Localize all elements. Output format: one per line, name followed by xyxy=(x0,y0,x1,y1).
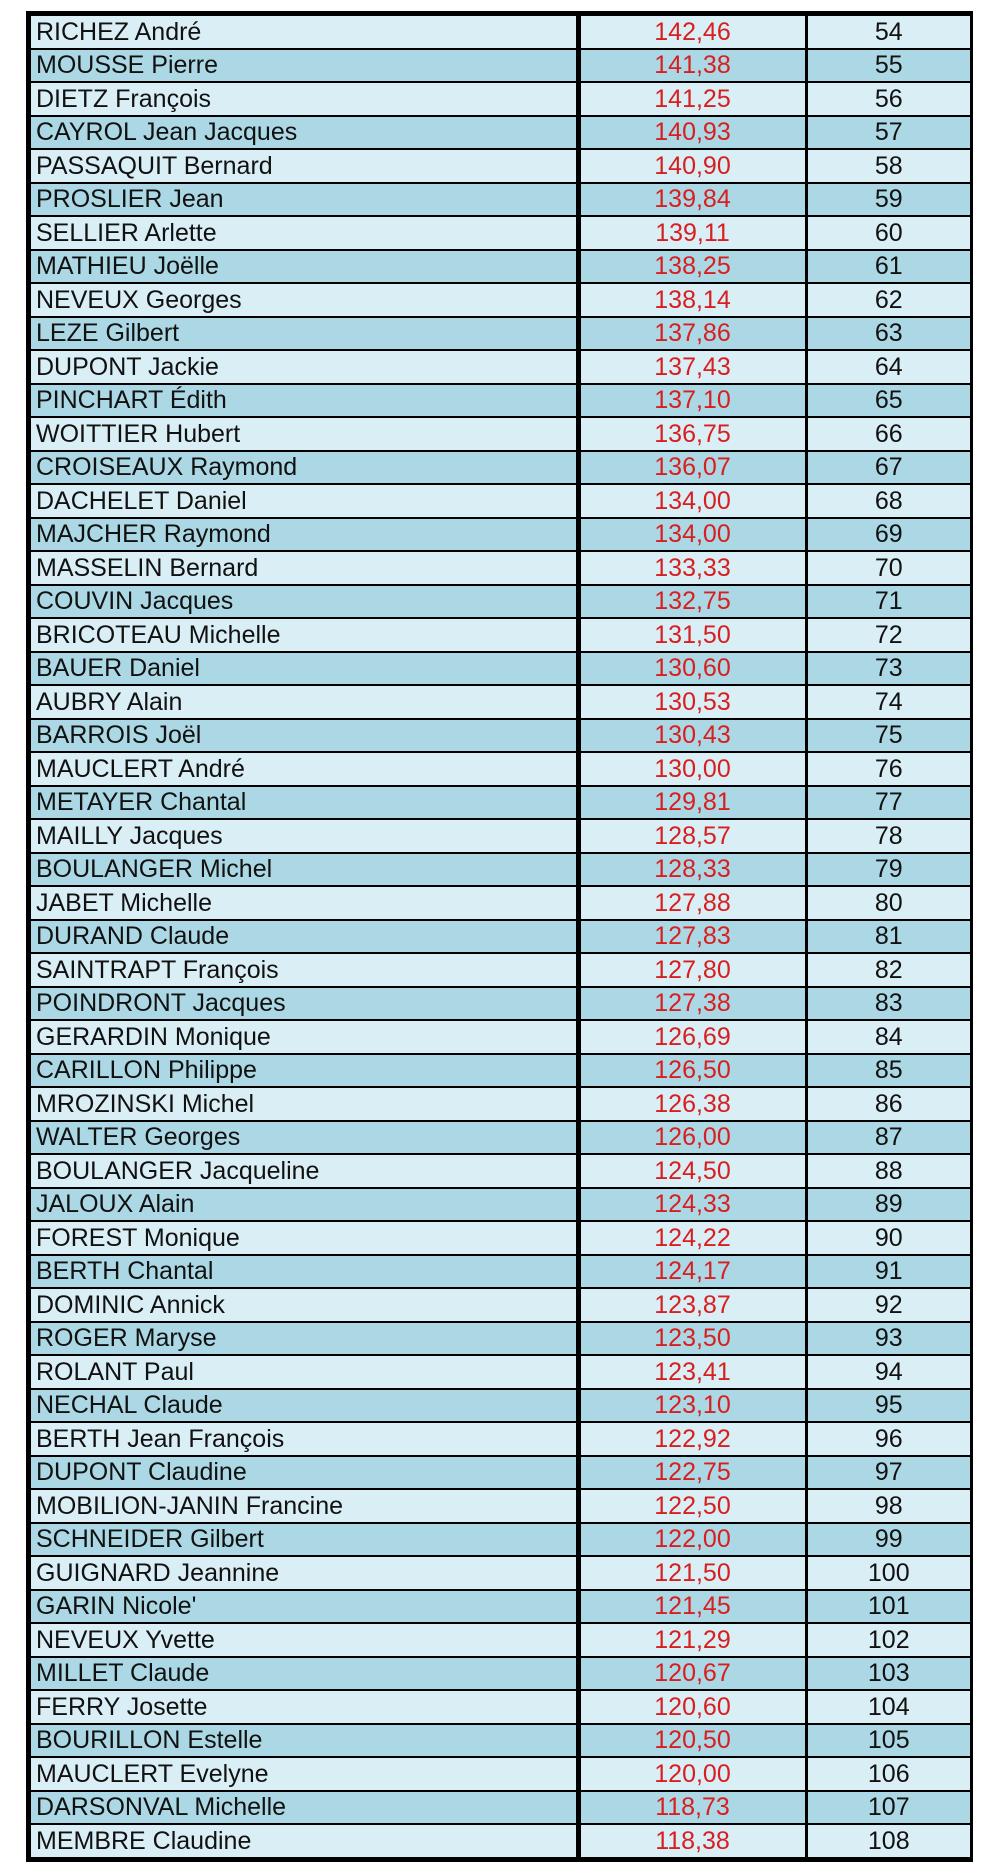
participant-score: 121,29 xyxy=(578,1623,806,1657)
participant-score: 133,33 xyxy=(578,551,806,585)
participant-score: 130,00 xyxy=(578,752,806,786)
participant-rank: 66 xyxy=(806,417,971,451)
participant-name: MOBILION-JANIN Francine xyxy=(30,1489,578,1523)
table-row xyxy=(30,518,971,552)
participant-name: BOULANGER Jacqueline xyxy=(30,1154,578,1188)
participant-score: 123,50 xyxy=(578,1322,806,1356)
participant-rank: 74 xyxy=(806,685,971,719)
table-row xyxy=(30,886,971,920)
participant-score: 134,00 xyxy=(578,484,806,518)
participant-score: 123,41 xyxy=(578,1355,806,1389)
participant-name: COUVIN Jacques xyxy=(30,585,578,619)
participant-rank: 90 xyxy=(806,1221,971,1255)
participant-score: 121,45 xyxy=(578,1590,806,1624)
participant-rank: 93 xyxy=(806,1322,971,1356)
table-row xyxy=(30,350,971,384)
participant-name: GUIGNARD Jeannine xyxy=(30,1556,578,1590)
participant-score: 121,50 xyxy=(578,1556,806,1590)
participant-score: 130,60 xyxy=(578,652,806,686)
participant-rank: 56 xyxy=(806,82,971,116)
table-row xyxy=(30,1154,971,1188)
participant-name: MATHIEU Joëlle xyxy=(30,250,578,284)
participant-rank: 57 xyxy=(806,116,971,150)
table-row xyxy=(30,1020,971,1054)
participant-name: BAUER Daniel xyxy=(30,652,578,686)
table-row xyxy=(30,987,971,1021)
participant-name: WALTER Georges xyxy=(30,1121,578,1155)
participant-rank: 76 xyxy=(806,752,971,786)
participant-name: CARILLON Philippe xyxy=(30,1054,578,1088)
participant-rank: 96 xyxy=(806,1422,971,1456)
table-row xyxy=(30,15,971,49)
participant-rank: 95 xyxy=(806,1389,971,1423)
participant-name: AUBRY Alain xyxy=(30,685,578,719)
participant-name: METAYER Chantal xyxy=(30,786,578,820)
participant-score: 123,10 xyxy=(578,1389,806,1423)
table-row xyxy=(30,1121,971,1155)
participant-score: 124,33 xyxy=(578,1188,806,1222)
table-row xyxy=(30,1791,971,1825)
table-row xyxy=(30,116,971,150)
table-row xyxy=(30,283,971,317)
table-row xyxy=(30,82,971,116)
table-row xyxy=(30,1054,971,1088)
participant-score: 120,00 xyxy=(578,1757,806,1791)
participant-name: POINDRONT Jacques xyxy=(30,987,578,1021)
participant-name: DACHELET Daniel xyxy=(30,484,578,518)
table-row xyxy=(30,1623,971,1657)
participant-rank: 88 xyxy=(806,1154,971,1188)
participant-name: ROLANT Paul xyxy=(30,1355,578,1389)
participant-rank: 62 xyxy=(806,283,971,317)
table-row xyxy=(30,819,971,853)
participant-rank: 83 xyxy=(806,987,971,1021)
participant-rank: 75 xyxy=(806,719,971,753)
participant-score: 126,38 xyxy=(578,1087,806,1121)
participant-name: MILLET Claude xyxy=(30,1657,578,1691)
table-row xyxy=(30,786,971,820)
participant-rank: 84 xyxy=(806,1020,971,1054)
table-row xyxy=(30,652,971,686)
participant-score: 126,00 xyxy=(578,1121,806,1155)
table-row xyxy=(30,149,971,183)
table-row xyxy=(30,1422,971,1456)
participant-score: 129,81 xyxy=(578,786,806,820)
participant-rank: 64 xyxy=(806,350,971,384)
participant-name: FERRY Josette xyxy=(30,1690,578,1724)
table-row xyxy=(30,484,971,518)
participant-score: 120,60 xyxy=(578,1690,806,1724)
participant-rank: 65 xyxy=(806,384,971,418)
participant-name: WOITTIER Hubert xyxy=(30,417,578,451)
participant-rank: 55 xyxy=(806,49,971,83)
participant-rank: 103 xyxy=(806,1657,971,1691)
participant-rank: 105 xyxy=(806,1724,971,1758)
table-row xyxy=(30,719,971,753)
participant-score: 141,38 xyxy=(578,49,806,83)
participant-name: DARSONVAL Michelle xyxy=(30,1791,578,1825)
participant-score: 140,93 xyxy=(578,116,806,150)
participant-name: JABET Michelle xyxy=(30,886,578,920)
participant-name: MAUCLERT Evelyne xyxy=(30,1757,578,1791)
participant-name: DUPONT Jackie xyxy=(30,350,578,384)
participant-name: PROSLIER Jean xyxy=(30,183,578,217)
table-row xyxy=(30,1087,971,1121)
table-row xyxy=(30,1355,971,1389)
participant-name: DUPONT Claudine xyxy=(30,1456,578,1490)
participant-score: 124,22 xyxy=(578,1221,806,1255)
participant-name: NECHAL Claude xyxy=(30,1389,578,1423)
participant-name: NEVEUX Yvette xyxy=(30,1623,578,1657)
participant-score: 137,43 xyxy=(578,350,806,384)
participant-rank: 79 xyxy=(806,853,971,887)
participant-score: 120,50 xyxy=(578,1724,806,1758)
table-row xyxy=(30,1288,971,1322)
participant-score: 137,10 xyxy=(578,384,806,418)
table-row xyxy=(30,1221,971,1255)
participant-name: NEVEUX Georges xyxy=(30,283,578,317)
participant-rank: 78 xyxy=(806,819,971,853)
participant-rank: 63 xyxy=(806,317,971,351)
participant-rank: 71 xyxy=(806,585,971,619)
table-row xyxy=(30,1590,971,1624)
participant-score: 124,17 xyxy=(578,1255,806,1289)
participant-name: DIETZ François xyxy=(30,82,578,116)
table-row xyxy=(30,618,971,652)
participant-name: PASSAQUIT Bernard xyxy=(30,149,578,183)
participant-score: 138,25 xyxy=(578,250,806,284)
participant-rank: 73 xyxy=(806,652,971,686)
participant-name: MASSELIN Bernard xyxy=(30,551,578,585)
participant-score: 120,67 xyxy=(578,1657,806,1691)
participant-score: 126,69 xyxy=(578,1020,806,1054)
participant-name: GARIN Nicole' xyxy=(30,1590,578,1624)
table-row xyxy=(30,1690,971,1724)
participant-score: 136,07 xyxy=(578,451,806,485)
participant-rank: 72 xyxy=(806,618,971,652)
table-row xyxy=(30,1489,971,1523)
participant-rank: 77 xyxy=(806,786,971,820)
table-row xyxy=(30,1389,971,1423)
participant-name: JALOUX Alain xyxy=(30,1188,578,1222)
participant-score: 139,11 xyxy=(578,216,806,250)
table-row xyxy=(30,1657,971,1691)
participant-name: RICHEZ André xyxy=(30,15,578,49)
participant-name: SAINTRAPT François xyxy=(30,953,578,987)
participant-score: 128,57 xyxy=(578,819,806,853)
ranking-table-frame xyxy=(26,11,973,1862)
table-row xyxy=(30,1255,971,1289)
participant-name: BERTH Chantal xyxy=(30,1255,578,1289)
table-row xyxy=(30,1824,971,1858)
participant-rank: 99 xyxy=(806,1523,971,1557)
participant-score: 136,75 xyxy=(578,417,806,451)
participant-score: 134,00 xyxy=(578,518,806,552)
participant-score: 137,86 xyxy=(578,317,806,351)
participant-score: 118,38 xyxy=(578,1824,806,1858)
participant-name: MROZINSKI Michel xyxy=(30,1087,578,1121)
participant-score: 127,88 xyxy=(578,886,806,920)
participant-name: PINCHART Édith xyxy=(30,384,578,418)
participant-rank: 97 xyxy=(806,1456,971,1490)
participant-rank: 86 xyxy=(806,1087,971,1121)
participant-rank: 82 xyxy=(806,953,971,987)
table-row xyxy=(30,1556,971,1590)
participant-name: ROGER Maryse xyxy=(30,1322,578,1356)
participant-name: BOULANGER Michel xyxy=(30,853,578,887)
participant-name: BOURILLON Estelle xyxy=(30,1724,578,1758)
participant-rank: 58 xyxy=(806,149,971,183)
participant-score: 127,80 xyxy=(578,953,806,987)
participant-name: DURAND Claude xyxy=(30,920,578,954)
participant-rank: 102 xyxy=(806,1623,971,1657)
participant-name: GERARDIN Monique xyxy=(30,1020,578,1054)
participant-score: 123,87 xyxy=(578,1288,806,1322)
participant-name: CROISEAUX Raymond xyxy=(30,451,578,485)
participant-score: 131,50 xyxy=(578,618,806,652)
participant-name: MAUCLERT André xyxy=(30,752,578,786)
participant-name: LEZE Gilbert xyxy=(30,317,578,351)
participant-score: 122,50 xyxy=(578,1489,806,1523)
table-row xyxy=(30,250,971,284)
participant-rank: 101 xyxy=(806,1590,971,1624)
participant-rank: 100 xyxy=(806,1556,971,1590)
participant-score: 132,75 xyxy=(578,585,806,619)
participant-rank: 69 xyxy=(806,518,971,552)
table-row xyxy=(30,183,971,217)
participant-rank: 87 xyxy=(806,1121,971,1155)
participant-name: MAILLY Jacques xyxy=(30,819,578,853)
participant-score: 128,33 xyxy=(578,853,806,887)
table-row xyxy=(30,1724,971,1758)
participant-score: 130,43 xyxy=(578,719,806,753)
participant-score: 139,84 xyxy=(578,183,806,217)
participant-name: MAJCHER Raymond xyxy=(30,518,578,552)
table-row xyxy=(30,685,971,719)
table-row xyxy=(30,953,971,987)
participant-name: BERTH Jean François xyxy=(30,1422,578,1456)
participant-rank: 107 xyxy=(806,1791,971,1825)
participant-rank: 61 xyxy=(806,250,971,284)
participant-score: 140,90 xyxy=(578,149,806,183)
participant-rank: 68 xyxy=(806,484,971,518)
participant-rank: 80 xyxy=(806,886,971,920)
participant-rank: 59 xyxy=(806,183,971,217)
table-row xyxy=(30,1322,971,1356)
participant-score: 127,38 xyxy=(578,987,806,1021)
participant-rank: 104 xyxy=(806,1690,971,1724)
ranking-table xyxy=(29,14,972,1859)
participant-rank: 108 xyxy=(806,1824,971,1858)
participant-rank: 91 xyxy=(806,1255,971,1289)
table-row xyxy=(30,1757,971,1791)
table-row xyxy=(30,384,971,418)
table-row xyxy=(30,1456,971,1490)
participant-score: 124,50 xyxy=(578,1154,806,1188)
table-row xyxy=(30,1188,971,1222)
participant-name: BRICOTEAU Michelle xyxy=(30,618,578,652)
participant-score: 118,73 xyxy=(578,1791,806,1825)
participant-name: DOMINIC Annick xyxy=(30,1288,578,1322)
participant-rank: 98 xyxy=(806,1489,971,1523)
table-row xyxy=(30,920,971,954)
table-row xyxy=(30,49,971,83)
participant-rank: 81 xyxy=(806,920,971,954)
participant-rank: 92 xyxy=(806,1288,971,1322)
table-row xyxy=(30,585,971,619)
participant-rank: 60 xyxy=(806,216,971,250)
participant-name: MOUSSE Pierre xyxy=(30,49,578,83)
participant-score: 142,46 xyxy=(578,15,806,49)
participant-score: 126,50 xyxy=(578,1054,806,1088)
table-row xyxy=(30,317,971,351)
participant-name: FOREST Monique xyxy=(30,1221,578,1255)
participant-score: 130,53 xyxy=(578,685,806,719)
table-row xyxy=(30,451,971,485)
table-row xyxy=(30,216,971,250)
participant-rank: 85 xyxy=(806,1054,971,1088)
participant-name: CAYROL Jean Jacques xyxy=(30,116,578,150)
participant-name: MEMBRE Claudine xyxy=(30,1824,578,1858)
participant-rank: 106 xyxy=(806,1757,971,1791)
table-row xyxy=(30,417,971,451)
participant-name: BARROIS Joël xyxy=(30,719,578,753)
table-row xyxy=(30,551,971,585)
participant-score: 122,92 xyxy=(578,1422,806,1456)
table-row xyxy=(30,752,971,786)
participant-score: 141,25 xyxy=(578,82,806,116)
participant-score: 127,83 xyxy=(578,920,806,954)
participant-score: 122,00 xyxy=(578,1523,806,1557)
participant-rank: 54 xyxy=(806,15,971,49)
participant-name: SCHNEIDER Gilbert xyxy=(30,1523,578,1557)
table-row xyxy=(30,1523,971,1557)
participant-rank: 70 xyxy=(806,551,971,585)
ranking-table-body xyxy=(30,15,971,1858)
table-row xyxy=(30,853,971,887)
participant-rank: 94 xyxy=(806,1355,971,1389)
participant-rank: 67 xyxy=(806,451,971,485)
participant-score: 122,75 xyxy=(578,1456,806,1490)
participant-score: 138,14 xyxy=(578,283,806,317)
participant-name: SELLIER Arlette xyxy=(30,216,578,250)
participant-rank: 89 xyxy=(806,1188,971,1222)
